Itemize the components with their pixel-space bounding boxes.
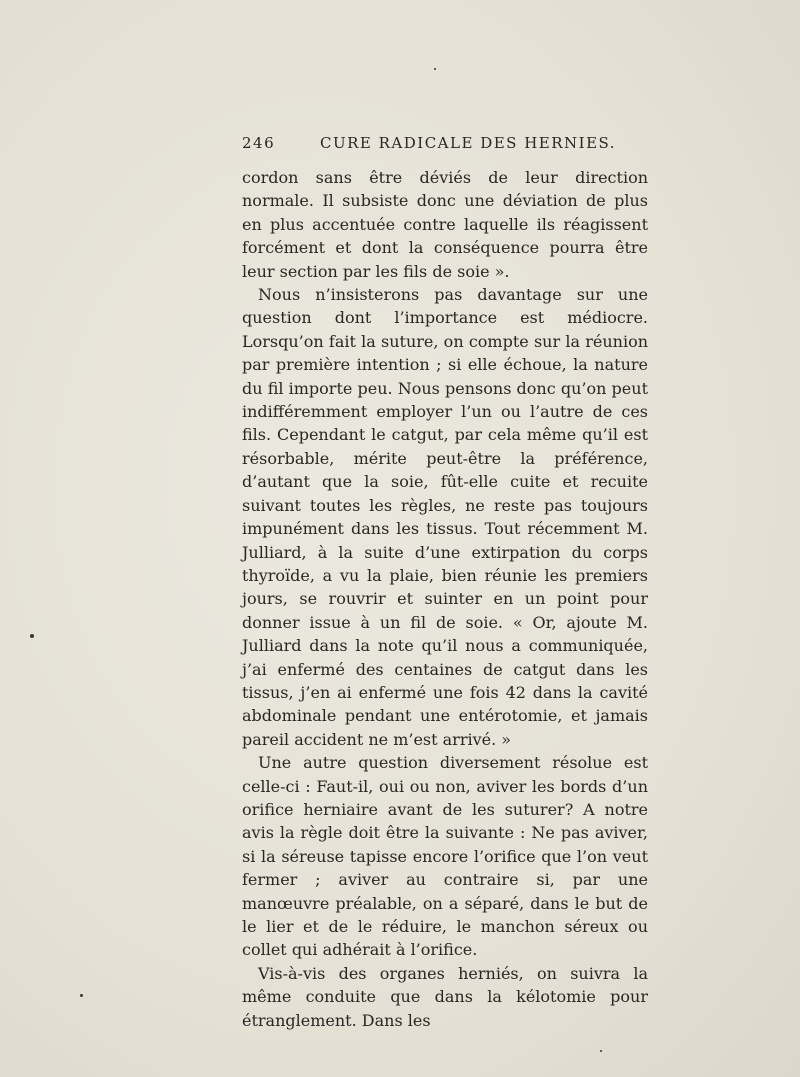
running-title: CURE RADICALE DES HERNIES. bbox=[320, 134, 617, 152]
paper-speck bbox=[80, 994, 83, 997]
body-text bbox=[242, 166, 648, 1032]
paper-speck bbox=[600, 1050, 602, 1052]
paragraph: Vis-à-vis des organes herniés, on suivra la même conduite que dans la kélotomie pour étranglement. Dans les bbox=[242, 963, 648, 1030]
page-number: 246 bbox=[242, 134, 276, 152]
paragraph: Une autre question diversement résolue est celle-ci : Faut-il, oui ou non, aviver les bords d’un orifice herniaire avant de les suturer? A notre avis la règle doit être la suivante : Ne pas aviver, si la séreuse tapisse encore l’orifice que l’on veut fermer ; aviver au contraire si, par une manœuvre préalable, on a séparé, dans le but de le lier et de le réduire, le manchon séreux ou collet qui adhérait à l’orifice. bbox=[242, 753, 648, 960]
paragraph: cordon sans être déviés de leur direction normale. Il subsiste donc une déviation de plus en plus accentuée contre laquelle ils réagissent forcément et dont la conséquence pourra être leur section par les fils de soie ». bbox=[242, 168, 648, 281]
paper-speck bbox=[434, 68, 436, 70]
paragraph: Nous n’insisterons pas davantage sur une question dont l’importance est médiocre. Lorsqu’on fait la suture, on compte sur la réunion par première intention ; si elle échoue, la nature du fil importe peu. Nous pensons donc qu’on peut indifféremment employer l’un ou l’autre de ces fils. Cependant le catgut, par cela même qu’il est résorbable, mérite peut-être la préférence, d’autant que la soie, fût-elle cuite et recuite suivant toutes les règles, ne reste pas toujours impunément dans les tissus. Tout récemment M. Julliard, à la suite d’une extirpation du corps thyroïde, a vu la plaie, bien réunie les premiers jours, se rouvrir et suinter en un point pour donner issue à un fil de soie. « Or, ajoute M. Julliard dans la note qu’il nous a communiquée, j’ai enfermé des centaines de catgut dans les tissus, j’en ai enfermé une fois 42 dans la cavité abdominale pendant une entérotomie, et jamais pareil accident ne m’est arrivé. » bbox=[242, 285, 648, 749]
page-header bbox=[242, 134, 648, 156]
paper-speck bbox=[30, 634, 34, 638]
